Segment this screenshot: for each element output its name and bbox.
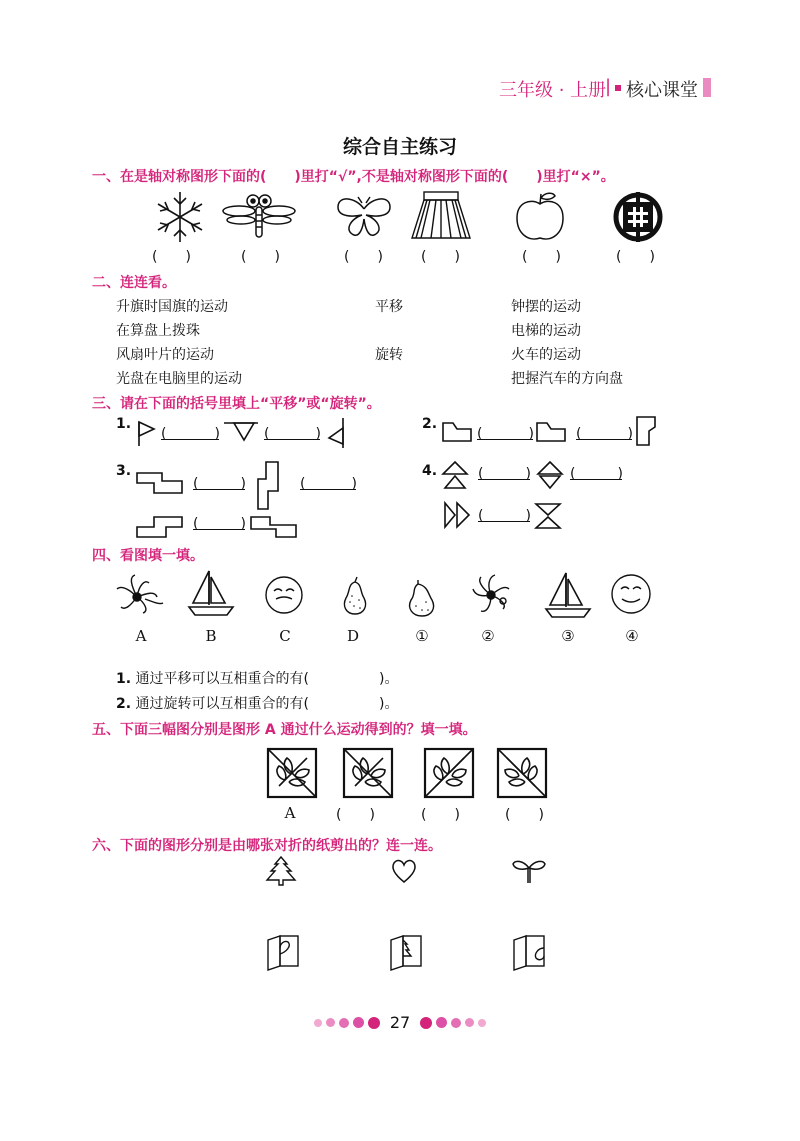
flag-shape-2-icon (224, 420, 258, 444)
match-right-1[interactable]: 钟摆的运动 (511, 299, 581, 315)
q5-prompt: 五、下面三幅图分别是图形 A 通过什么运动得到的？填一填。 (92, 722, 477, 738)
trapezoid-shape-2-icon (535, 421, 567, 443)
sailboat-2-icon (544, 571, 592, 619)
q1-answer-5[interactable]: ( ) (522, 249, 561, 265)
q3-underline-2b (576, 421, 632, 440)
q3-answer-4c[interactable]: ( ) (478, 508, 531, 524)
footer-dot-icon (451, 1018, 461, 1028)
leaf-box-2-icon (424, 748, 474, 798)
footer-dot-icon (478, 1019, 486, 1027)
q4-label-d: D (346, 627, 360, 645)
footer-dot-icon (353, 1017, 364, 1028)
skirt-icon (410, 190, 472, 242)
zigzag-shape-3-icon (136, 515, 186, 539)
q3-underline-4c (478, 503, 530, 522)
match-right-2[interactable]: 电梯的运动 (511, 323, 581, 339)
match-middle-1[interactable]: 平移 (375, 299, 403, 315)
match-right-4[interactable]: 把握汽车的方向盘 (511, 371, 623, 387)
q3-num-3: 3. (116, 463, 132, 479)
triangle-stack-3-icon (443, 501, 471, 529)
trapezoid-shape-icon (441, 421, 473, 443)
header-separator: | (605, 76, 612, 97)
q3-underline-2a (477, 421, 533, 440)
q3-answer-1a[interactable]: ( ) (161, 426, 220, 442)
q3-underline-3b (300, 471, 356, 490)
tree-shape-icon (265, 856, 297, 886)
zigzag-shape-2-icon (256, 461, 280, 511)
q1-answer-6[interactable]: ( ) (616, 249, 655, 265)
folded-paper-1-icon (266, 934, 300, 972)
q3-answer-3a[interactable]: ( ) (193, 476, 246, 492)
page-footer (0, 1012, 800, 1032)
q1-answer-2[interactable]: ( ) (241, 249, 280, 265)
q4-item-1 (116, 668, 398, 688)
q1-answer-3[interactable]: ( ) (344, 249, 383, 265)
q3-answer-2a[interactable]: ( ) (477, 426, 534, 442)
footer-dot-icon (368, 1017, 380, 1029)
q3-num-1: 1. (116, 416, 132, 432)
q3-answer-3c[interactable]: ( ) (193, 516, 246, 532)
q6-prompt: 六、下面的图形分别是由哪张对折的纸剪出的？连一连。 (92, 838, 442, 854)
q4-item-2 (116, 693, 398, 713)
match-left-2[interactable]: 在算盘上拨珠 (116, 323, 200, 339)
footer-dot-icon (420, 1017, 432, 1029)
folded-paper-3-icon (512, 934, 546, 972)
header-bar-icon (703, 78, 711, 97)
q4-item-2-end: )。 (378, 696, 399, 712)
match-middle-2[interactable]: 旋转 (375, 347, 403, 363)
footer-dot-icon (436, 1017, 447, 1028)
q3-underline-4b (570, 461, 622, 480)
flag-shape-3-icon (325, 418, 347, 448)
grade-label: 三年级 · 上册 (499, 80, 607, 101)
triangle-stack-icon (441, 460, 469, 490)
snowflake-icon (153, 190, 207, 244)
q4-prompt: 四、看图填一填。 (92, 548, 204, 564)
leaf-box-3-icon (497, 748, 547, 798)
q4-label-1: ① (415, 627, 429, 645)
page-title: 综合自主练习 (342, 136, 457, 158)
q3-underline-3a (193, 471, 245, 490)
q4-item-1-end: )。 (378, 671, 399, 687)
flag-shape-icon (136, 420, 158, 446)
zigzag-shape-icon (136, 471, 186, 495)
q3-answer-4b[interactable]: ( ) (570, 466, 623, 482)
trapezoid-shape-3-icon (635, 415, 657, 447)
triangle-stack-4-icon (533, 501, 563, 531)
q3-underline-3c (193, 511, 245, 530)
q5-answer-1[interactable]: ( ) (336, 807, 375, 823)
pear-2-icon (406, 580, 438, 618)
q3-underline-4a (478, 461, 530, 480)
leaf-box-a-icon (267, 748, 317, 798)
q4-item-1-num: 1. (116, 671, 132, 687)
q3-underline-1a (161, 421, 219, 440)
q3-answer-3b[interactable]: ( ) (300, 476, 357, 492)
folded-paper-2-icon (389, 934, 423, 972)
q3-prompt: 三、请在下面的括号里填上“平移”或“旋转”。 (92, 396, 381, 412)
q4-label-b: B (205, 627, 217, 645)
q2-prompt: 二、连连看。 (92, 275, 176, 291)
q5-answer-2[interactable]: ( ) (421, 807, 460, 823)
q4-item-1-text: 通过平移可以互相重合的有( (135, 671, 309, 687)
q3-answer-2b[interactable]: ( ) (576, 426, 633, 442)
match-right-3[interactable]: 火车的运动 (511, 347, 581, 363)
smiley-icon (610, 573, 652, 615)
sailboat-icon (187, 569, 235, 617)
q4-label-2: ② (481, 627, 495, 645)
match-left-4[interactable]: 光盘在电脑里的运动 (116, 371, 242, 387)
q3-num-2: 2. (422, 416, 438, 432)
bank-logo-icon (611, 190, 665, 244)
course-label: 核心课堂 (626, 80, 698, 101)
footer-dot-icon (465, 1018, 474, 1027)
pear-icon (340, 576, 370, 616)
zigzag-shape-4-icon (250, 515, 300, 539)
q4-item-2-num: 2. (116, 696, 132, 712)
smiley-sleep-icon (264, 575, 304, 615)
q4-label-a: A (135, 627, 147, 645)
fan-flower-2-icon (469, 571, 513, 621)
q4-label-4: ④ (625, 627, 639, 645)
q3-underline-1b (264, 421, 320, 440)
fan-flower-icon (115, 573, 167, 617)
footer-dot-icon (314, 1019, 322, 1027)
apple-icon (513, 190, 567, 244)
q1-answer-4[interactable]: ( ) (421, 249, 460, 265)
q3-num-4: 4. (422, 463, 438, 479)
footer-dot-icon (326, 1018, 335, 1027)
q3-answer-4a[interactable]: ( ) (478, 466, 531, 482)
dragonfly-icon (223, 193, 295, 241)
q4-item-2-text: 通过旋转可以互相重合的有( (135, 696, 309, 712)
q4-label-c: C (279, 627, 291, 645)
butterfly-icon (334, 195, 394, 239)
header-square-icon (615, 85, 621, 91)
q1-answer-1[interactable]: ( ) (152, 249, 191, 265)
q3-answer-1b[interactable]: ( ) (264, 426, 321, 442)
leaf-box-1-icon (343, 748, 393, 798)
q1-prompt: 一、在是轴对称图形下面的( )里打“√”,不是轴对称图形下面的( )里打“×”。 (92, 169, 615, 185)
page-number: 27 (389, 1013, 411, 1032)
q5-answer-3[interactable]: ( ) (505, 807, 544, 823)
footer-dot-icon (339, 1018, 349, 1028)
q4-label-3: ③ (561, 627, 575, 645)
match-left-1[interactable]: 升旗时国旗的运动 (116, 299, 228, 315)
triangle-stack-2-icon (536, 460, 564, 490)
heart-shape-icon (390, 858, 418, 884)
q5-label-a: A (284, 804, 296, 822)
sprout-shape-icon (511, 856, 547, 884)
match-left-3[interactable]: 风扇叶片的运动 (116, 347, 214, 363)
